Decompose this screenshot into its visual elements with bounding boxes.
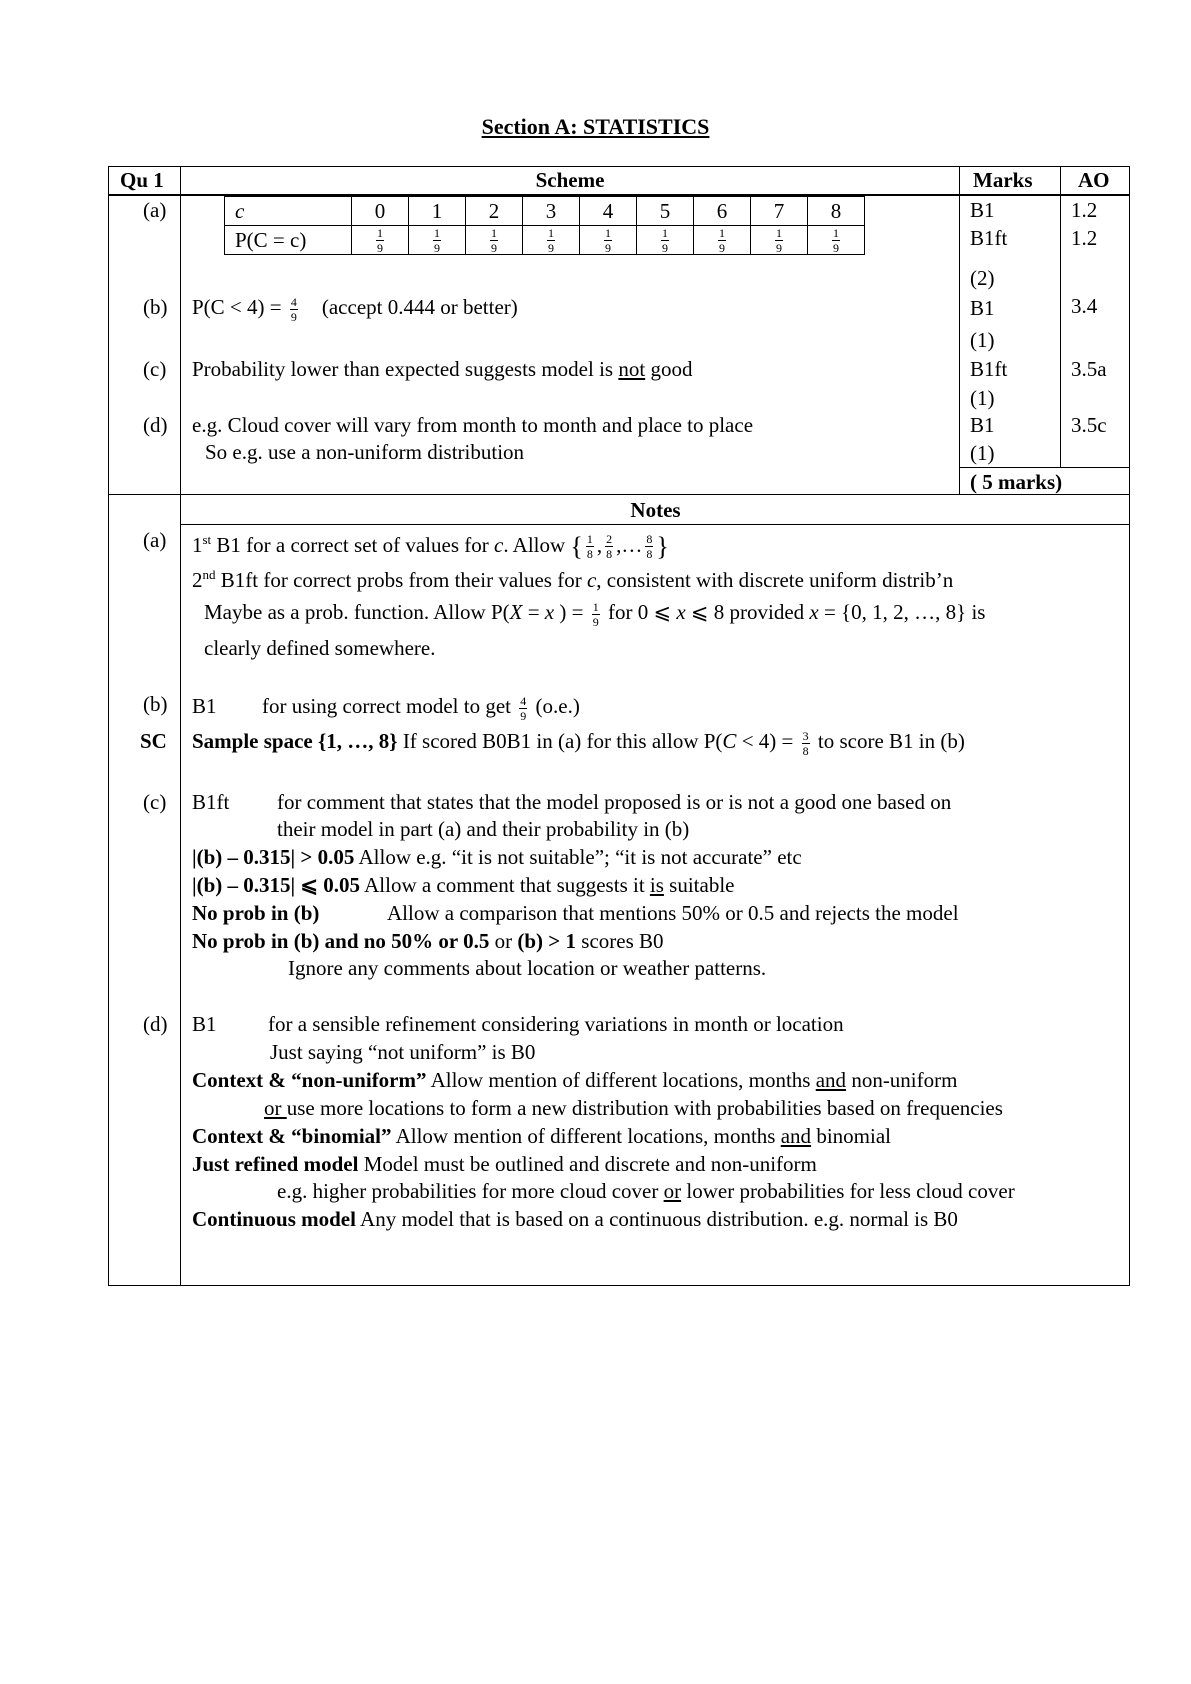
col-divider-marks [959,166,960,494]
notes-rule-bottom [180,524,1130,525]
part-b-answer: P(C < 4) = $\frac{4}{9}$ (accept 0.444 or better) [192,294,518,324]
notes-sc-label: SC [140,729,167,753]
prob-cell: $\frac{1}{9}$ [466,226,523,255]
prob-cell: $\frac{1}{9}$ [409,226,466,255]
notes-c-line2: their model in part (a) and their probability in (b) [277,817,690,841]
notes-d-line3: Context & “non-uniform” Allow mention of different locations, months and non-uniform [192,1068,958,1092]
notes-b-mark: B1 [192,694,217,718]
prob-cell: $\frac{1}{9}$ [751,226,808,255]
header-scheme: Scheme [535,168,605,192]
distribution-table [224,196,865,255]
notes-d-line1: for a sensible refinement considering variations in month or location [268,1012,844,1036]
part-c-total: (1) [970,386,995,410]
part-c-answer: Probability lower than expected suggests model is not good [192,357,693,381]
part-a-ao-1: 1.2 [1071,198,1098,222]
notes-heading: Notes [630,498,681,522]
col-divider-ao [1060,166,1061,468]
part-d-ao: 3.5c [1071,413,1107,437]
total-marks: ( 5 marks) [970,470,1063,494]
part-a-label: (a) [143,198,167,222]
notes-d-line2: Just saying “not uniform” is B0 [270,1040,536,1064]
notes-a-label: (a) [143,528,167,552]
part-b-label: (b) [143,295,168,319]
notes-a-line4: clearly defined somewhere. [204,636,436,660]
value-cell: 1 [409,197,466,226]
row-label-prob: P(C = c) [225,226,352,255]
prob-cell: $\frac{1}{9}$ [637,226,694,255]
notes-c-line3: |(b) – 0.315| > 0.05 Allow e.g. “it is not suitable”; “it is not accurate” etc [192,845,802,869]
part-d-total: (1) [970,441,995,465]
part-c-mark: B1ft [970,357,1008,381]
part-d-mark: B1 [970,413,995,437]
value-cell: 6 [694,197,751,226]
part-a-total: (2) [970,266,995,290]
notes-c-line5-text: Allow a comparison that mentions 50% or 0.5 and rejects the model [387,901,959,925]
notes-d-line6: Just refined model Model must be outlined and discrete and non-uniform [192,1152,817,1176]
notes-a-line1: 1st B1 for a correct set of values for c. Allow { $\frac{1}{8}$ , $\frac{2}{8}$ ,… $\frac{8}{8}$ } [192,531,669,562]
prob-cell: $\frac{1}{9}$ [580,226,637,255]
notes-b-label: (b) [143,692,168,716]
notes-sc-text: Sample space {1, …, 8} If scored B0B1 in (a) for this allow P(C < 4) = $\frac{3}{8}$ to score B1 in (b) [192,728,965,758]
notes-c-line5: No prob in (b) [192,901,320,925]
table-row [225,197,865,226]
part-a-mark-1: B1 [970,198,995,222]
value-cell: 8 [808,197,865,226]
col-divider-question [180,166,181,1286]
part-c-label: (c) [143,357,167,381]
total-rule [959,467,1130,468]
part-d-answer-line2: So e.g. use a non-uniform distribution [205,440,525,464]
part-a-ao-2: 1.2 [1071,226,1098,250]
notes-d-line8: Continuous model Any model that is based on a continuous distribution. e.g. normal is B0 [192,1207,958,1231]
notes-a-line3: Maybe as a prob. function. Allow P(X = x ) = $\frac{1}{9}$ for 0 ⩽ x ⩽ 8 provided x = {0, 1, 2, …, 8} is [204,599,986,629]
notes-d-mark: B1 [192,1012,217,1036]
header-ao: AO [1078,168,1110,192]
notes-c-label: (c) [143,790,167,814]
part-b-total: (1) [970,328,995,352]
value-cell: 7 [751,197,808,226]
notes-a-line2: 2nd B1ft for correct probs from their values for c, consistent with discrete uniform distrib’n [192,567,954,592]
prob-cell: $\frac{1}{9}$ [694,226,751,255]
value-cell: 2 [466,197,523,226]
value-cell: 4 [580,197,637,226]
part-b-mark: B1 [970,296,995,320]
header-marks: Marks [973,168,1033,192]
part-a-mark-2: B1ft [970,226,1008,250]
notes-c-line7: Ignore any comments about location or weather patterns. [288,956,767,980]
notes-d-label: (d) [143,1012,168,1036]
notes-c-line1: for comment that states that the model proposed is or is not a good one based on [277,790,952,814]
notes-d-line7: e.g. higher probabilities for more cloud cover or lower probabilities for less cloud cover [277,1179,1015,1203]
row-label-c: c [225,197,352,226]
notes-d-line5: Context & “binomial” Allow mention of different locations, months and binomial [192,1124,891,1148]
header-question: Qu 1 [120,168,164,192]
part-d-answer-line1: e.g. Cloud cover will vary from month to month and place to place [192,413,754,437]
notes-c-mark: B1ft [192,790,230,814]
prob-cell: $\frac{1}{9}$ [808,226,865,255]
notes-b-text: for using correct model to get $\frac{4}{9}$ (o.e.) [262,693,580,723]
notes-c-line6: No prob in (b) and no 50% or 0.5 or (b) > 1 scores B0 [192,929,664,953]
part-b-ao: 3.4 [1071,294,1098,318]
prob-cell: $\frac{1}{9}$ [523,226,580,255]
table-row [225,226,865,255]
prob-cell: $\frac{1}{9}$ [352,226,409,255]
notes-c-line4: |(b) – 0.315| ⩽ 0.05 Allow a comment that suggests it is suitable [192,873,735,897]
value-cell: 5 [637,197,694,226]
value-cell: 3 [523,197,580,226]
notes-d-line4: or use more locations to form a new distribution with probabilities based on frequencies [264,1096,1003,1120]
notes-rule-top [108,494,1130,495]
value-cell: 0 [352,197,409,226]
part-d-label: (d) [143,413,168,437]
section-title: Section A: STATISTICS [481,114,710,139]
part-c-ao: 3.5a [1071,357,1107,381]
